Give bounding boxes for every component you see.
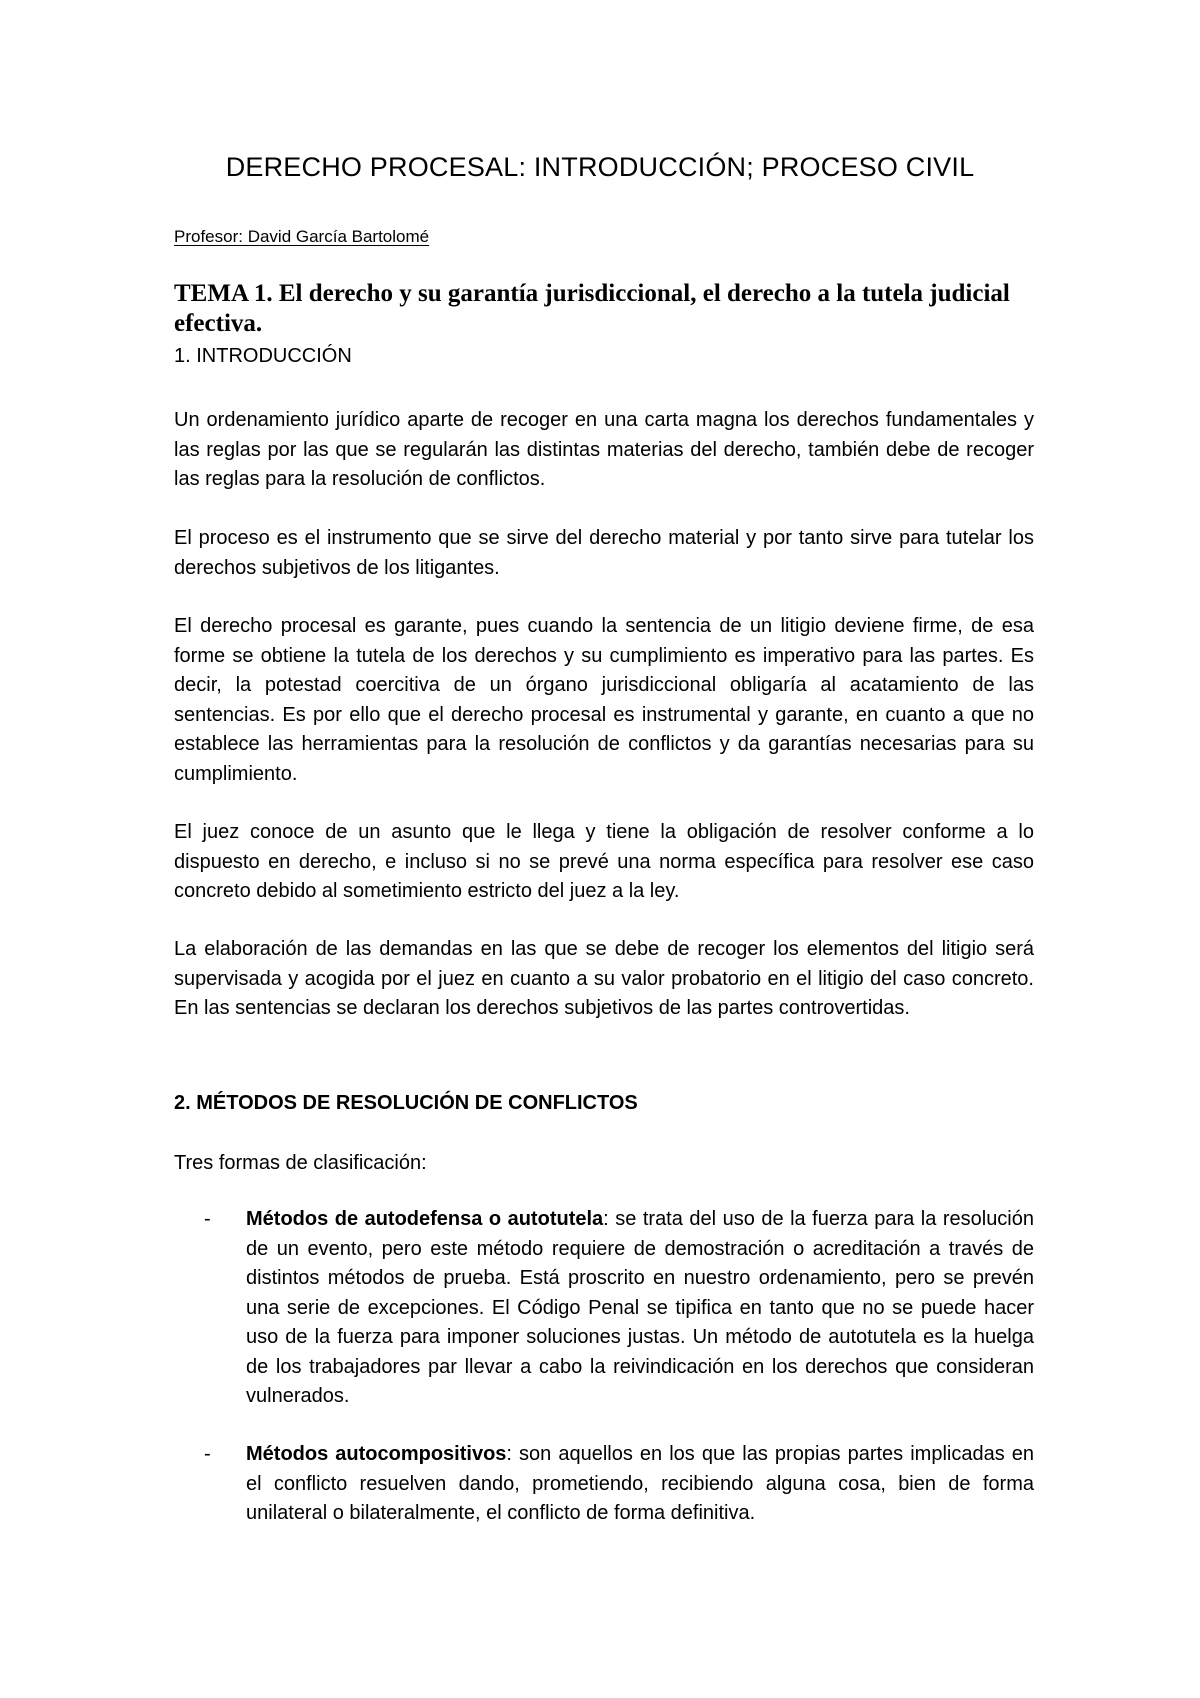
tema-heading: TEMA 1. El derecho y su garantía jurisdiccional, el derecho a la tutela judicial efectiva. [174, 280, 1010, 337]
paragraph: La elaboración de las demandas en las que se debe de recoger los elementos del litigio será supervisada y acogida por el juez en cuanto a su valor probatorio en el litigio del caso concreto. En las sentencias se declaran los derechos subjetivos de las partes controvertidas. [174, 938, 1034, 1019]
list-item-text: : se trata del uso de la fuerza para la resolución de un evento, pero este método requiere de demostración o acreditación a través de distintos métodos de prueba. Está proscrito en nuestro ordenamiento, pero se prevén una serie de excepciones. El Código Penal se tipifica en tanto que no se puede hacer uso de la fuerza para imponer soluciones justas. Un método de autotutela es la huelga de los trabajadores par llevar a cabo la reivindicación en los derechos que consideran vulnerados. [246, 1208, 1035, 1407]
list-item-term: Métodos autocompositivos [246, 1443, 507, 1465]
classification-intro: Tres formas de clasificación: [174, 1152, 427, 1174]
dash-bullet-icon: - [204, 1208, 211, 1230]
section-heading-metodos: 2. MÉTODOS DE RESOLUCIÓN DE CONFLICTOS [174, 1092, 638, 1114]
paragraph: El juez conoce de un asunto que le llega y tiene la obligación de resolver conforme a lo dispuesto en derecho, e incluso si no se prevé una norma específica para resolver ese caso concreto debido al sometimiento estricto del juez a la ley. [174, 821, 1034, 902]
list-item-body [246, 1205, 1034, 1412]
section-heading-introduccion: 1. INTRODUCCIÓN [174, 345, 352, 367]
paragraph: Un ordenamiento jurídico aparte de recoger en una carta magna los derechos fundamentales y las reglas por las que se regularán las distintas materias del derecho, también debe de recoger las reglas para la resolución de conflictos. [174, 409, 1034, 490]
paragraph: El proceso es el instrumento que se sirve del derecho material y por tanto sirve para tutelar los derechos subjetivos de los litigantes. [174, 527, 1034, 579]
list-item [174, 1440, 1034, 1529]
professor-name: Profesor: David García Bartolomé [174, 227, 430, 246]
list-item-body [246, 1440, 1034, 1529]
document-title: DERECHO PROCESAL: INTRODUCCIÓN; PROCESO CIVIL [225, 152, 975, 182]
paragraph: El derecho procesal es garante, pues cuando la sentencia de un litigio deviene firme, de esa forme se obtiene la tutela de los derechos y su cumplimiento es imperativo para las partes. Es decir, la potestad coercitiva de un órgano jurisdiccional obligaría al acatamiento de las sentencias. Es por ello que el derecho procesal es instrumental y garante, en cuanto a que no establece las herramientas para la resolución de conflictos y da garantías necesarias para su cumplimiento. [174, 615, 1034, 785]
list-item-term: Métodos de autodefensa o autotutela [246, 1208, 604, 1230]
dash-bullet-icon: - [204, 1443, 211, 1465]
list-item-text: : son aquellos en los que las propias partes implicadas en el conflicto resuelven dando, prometiendo, recibiendo alguna cosa, bien de forma unilateral o bilateralmente, el conflicto de forma definitiva. [246, 1443, 1035, 1524]
list-item [174, 1205, 1034, 1412]
